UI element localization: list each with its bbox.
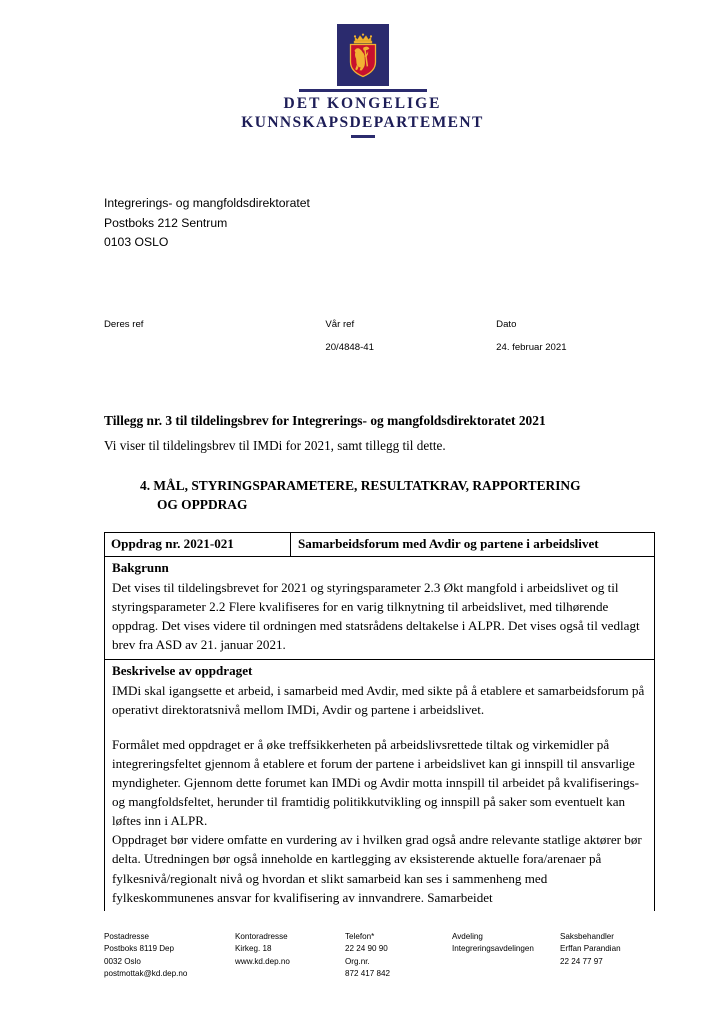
their-reference-label: Deres ref: [104, 319, 144, 331]
footer-email[interactable]: postmottak@kd.dep.no: [104, 968, 188, 978]
our-reference-column: [325, 319, 496, 353]
footer-caseworker-phone: 22 24 77 97: [560, 956, 603, 966]
section-heading-line-2: OG OPPDRAG: [157, 497, 248, 513]
description-paragraph-2: Formålet med oppdraget er å øke treffsikkerheten på arbeidslivsrettede tiltak og virkemidler på integreringsfeltet gjennom å etablere et forum der partene i arbeidslivet kan gi innspill til ansvarlige myndigheter. Gjennom dette forumet kan IMDi og Avdir motta innspill til arbeidet på kvalifiserings- og mangfoldsfeltet, herunder til framtidig politikkutvikling og innspill på saker som eventuelt kan løftes inn i ALPR.: [112, 736, 640, 829]
their-reference-column: [104, 319, 325, 353]
page-footer: [104, 931, 664, 980]
document-intro-paragraph: Vi viser til tildelingsbrev til IMDi for 2021, samt tillegg til dette.: [104, 438, 446, 454]
organization-name: [241, 95, 483, 133]
footer-office-address-heading: Kontoradresse: [235, 932, 288, 941]
footer-telephone-heading: Telefon*: [345, 932, 375, 941]
section-heading: [140, 476, 610, 514]
footer-telephone-number: 22 24 90 90: [345, 944, 388, 954]
crest-bottom-rule: [351, 135, 375, 138]
footer-postal-address-column: [104, 931, 235, 980]
footer-caseworker-heading: Saksbehandler: [560, 932, 614, 941]
assignment-table: [104, 532, 655, 911]
recipient-line-1: Integrerings- og mangfoldsdirektoratet: [104, 195, 310, 210]
description-paragraph-3: Oppdraget bør videre omfatte en vurdering av i hvilken grad også andre relevante statlige aktører bør delta. Utredningen bør også inneholde en kartlegging av eksisterende aktuelle fora/arenaer på fylkesnivå/regionalt nivå og hvordan et slikt samarbeid kan ses i sammenheng med fylkeskommunenes ansvar for kvalifisering av innvandrere. Samarbeidet: [112, 832, 642, 905]
norwegian-coat-of-arms-icon: [337, 24, 389, 86]
recipient-line-3: 0103 OSLO: [104, 235, 169, 250]
background-section: [105, 557, 654, 658]
recipient-address-block: [104, 194, 655, 253]
footer-org-number-label: Org.nr.: [345, 956, 370, 966]
background-heading: Bakgrunn: [112, 560, 169, 576]
footer-department-heading: Avdeling: [452, 932, 483, 941]
footer-org-number-value: 872 417 842: [345, 968, 391, 978]
recipient-line-2: Postboks 212 Sentrum: [104, 215, 228, 230]
footer-office-address-line-1: Kirkeg. 18: [235, 944, 272, 954]
document-title: Tillegg nr. 3 til tildelingsbrev for Integrerings- og mangfoldsdirektoratet 2021: [104, 413, 546, 429]
footer-postal-address-line-1: Postboks 8119 Dep: [104, 944, 175, 954]
our-reference-value: 20/4848-41: [325, 342, 374, 354]
organization-line-2: KUNNSKAPSDEPARTEMENT: [241, 113, 484, 131]
date-label: Dato: [496, 319, 517, 331]
assignment-table-header-row: [105, 533, 654, 557]
date-column: [496, 319, 655, 353]
footer-department-column: [452, 931, 560, 980]
footer-office-address-column: [235, 931, 345, 980]
assignment-title-cell: Samarbeidsforum med Avdir og partene i arbeidslivet: [298, 536, 599, 552]
footer-caseworker-column: [560, 931, 664, 980]
our-reference-label: Vår ref: [325, 319, 355, 331]
background-paragraph: Det vises til tildelingsbrevet for 2021 og styringsparameter 2.3 Økt mangfold i arbeidslivet og til styringsparameter 2.2 Flere kvalifiseres for en varig tilknytning til arbeidslivet, med tilhørende oppdrag. Det vises videre til ordningen med statsrådens deltakelse i ALPR. Det vises også til vedlagt brev fra ASD av 21. januar 2021.: [112, 580, 640, 653]
footer-postal-address-line-2: 0032 Oslo: [104, 956, 141, 966]
description-heading: Beskrivelse av oppdraget: [112, 662, 253, 678]
crest-underline-rule: [299, 89, 427, 92]
footer-department-name: Integreringsavdelingen: [452, 944, 534, 954]
section-heading-line-1: 4. MÅL, STYRINGSPARAMETERE, RESULTATKRAV, RAPPORTERING: [140, 478, 581, 494]
footer-website[interactable]: www.kd.dep.no: [235, 956, 290, 966]
assignment-number-cell: Oppdrag nr. 2021-021: [105, 533, 291, 556]
description-section: [105, 659, 654, 911]
organization-line-1: DET KONGELIGE: [283, 95, 442, 112]
reference-row: [104, 319, 655, 353]
letterhead: [0, 0, 725, 138]
footer-telephone-column: [345, 931, 452, 980]
date-value: 24. februar 2021: [496, 342, 567, 354]
footer-postal-address-heading: Postadresse: [104, 932, 149, 941]
document-content: [0, 194, 725, 911]
description-paragraph-1: IMDi skal igangsette et arbeid, i samarbeid med Avdir, med sikte på å etablere et samarbeidsforum på operativt direktoratsnivå mellom IMDi, Avdir og partene i arbeidslivet.: [112, 682, 645, 717]
footer-caseworker-name: Erffan Parandian: [560, 944, 621, 954]
